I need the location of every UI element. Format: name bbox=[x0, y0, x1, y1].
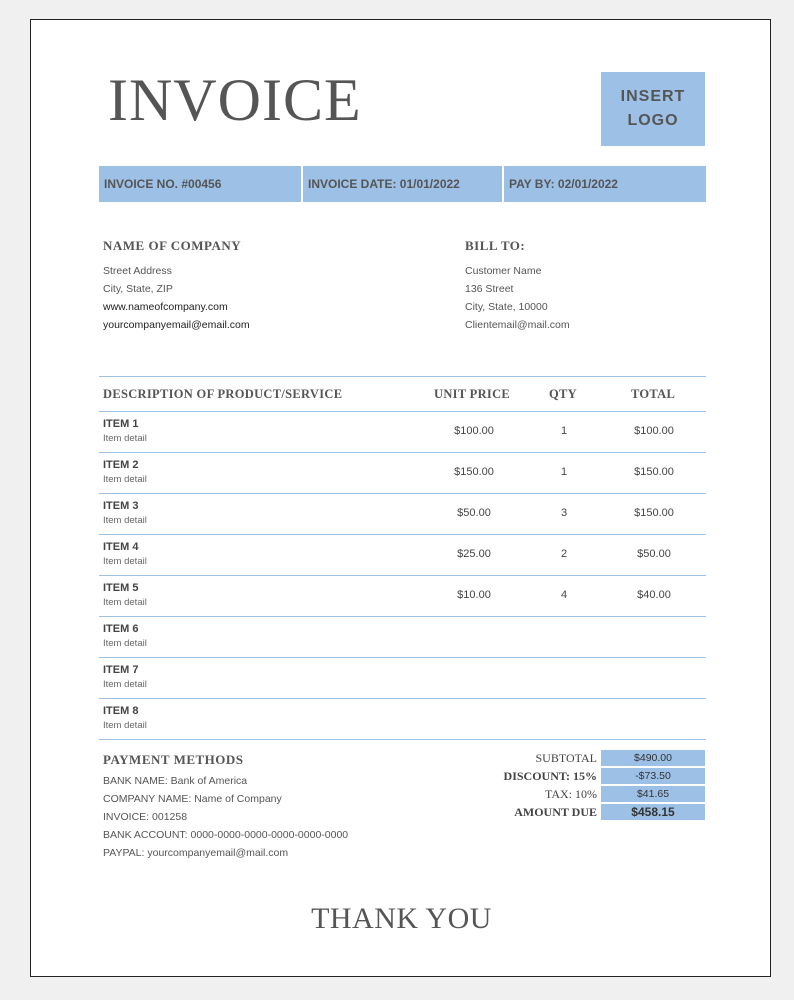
item-detail: Item detail bbox=[103, 474, 147, 485]
invoice-date: INVOICE DATE: 01/01/2022 bbox=[303, 166, 502, 202]
customer-city: City, State, 10000 bbox=[465, 301, 548, 313]
item-total: $150.00 bbox=[634, 507, 674, 519]
item-qty: 1 bbox=[560, 425, 568, 437]
table-row bbox=[99, 453, 706, 494]
header-unit-price: UNIT PRICE bbox=[434, 386, 511, 401]
item-qty: 2 bbox=[560, 548, 568, 560]
payment-methods bbox=[103, 752, 348, 862]
item-total: $150.00 bbox=[634, 466, 674, 478]
company-website: www.nameofcompany.com bbox=[103, 301, 228, 313]
item-unit-price: $10.00 bbox=[457, 589, 491, 601]
logo-line-1: INSERT bbox=[620, 88, 686, 105]
logo-line-2: LOGO bbox=[627, 112, 679, 129]
item-name: ITEM 6 bbox=[103, 623, 139, 635]
table-row bbox=[99, 412, 706, 453]
tax-label: TAX: 10% bbox=[544, 786, 597, 801]
bank-account: BANK ACCOUNT: 0000-0000-0000-0000-0000-0000 bbox=[103, 829, 349, 841]
item-detail: Item detail bbox=[103, 720, 147, 731]
item-name: ITEM 4 bbox=[103, 541, 139, 553]
bill-to-block bbox=[465, 238, 570, 334]
item-name: ITEM 5 bbox=[103, 582, 139, 594]
company-email: yourcompanyemail@email.com bbox=[103, 319, 250, 331]
paypal: PAYPAL: yourcompanyemail@mail.com bbox=[103, 847, 289, 859]
discount-row bbox=[491, 768, 706, 784]
subtotal-label: SUBTOTAL bbox=[535, 750, 597, 765]
table-row bbox=[99, 658, 706, 699]
totals-block bbox=[491, 750, 706, 822]
item-detail: Item detail bbox=[103, 679, 147, 690]
invoice-title: INVOICE bbox=[108, 67, 362, 133]
item-qty: 3 bbox=[560, 507, 568, 519]
item-name: ITEM 8 bbox=[103, 705, 139, 717]
subtotal-row bbox=[491, 750, 706, 766]
invoice-number: INVOICE NO. #00456 bbox=[99, 166, 301, 202]
item-name: ITEM 3 bbox=[103, 500, 139, 512]
amount-due-value: $458.15 bbox=[601, 804, 705, 820]
header-total: TOTAL bbox=[631, 386, 676, 401]
item-detail: Item detail bbox=[103, 556, 147, 567]
company-block bbox=[103, 238, 250, 334]
tax-row bbox=[491, 786, 706, 802]
item-unit-price: $150.00 bbox=[454, 466, 494, 478]
table-row bbox=[99, 535, 706, 576]
discount-label: DISCOUNT: 15% bbox=[503, 768, 597, 783]
company-street: Street Address bbox=[103, 265, 172, 277]
item-detail: Item detail bbox=[103, 597, 147, 608]
table-header bbox=[99, 376, 706, 412]
item-name: ITEM 2 bbox=[103, 459, 139, 471]
thank-you: THANK YOU bbox=[311, 902, 492, 935]
pay-by-date: PAY BY: 02/01/2022 bbox=[504, 166, 706, 202]
table-row bbox=[99, 576, 706, 617]
amount-due-label: AMOUNT DUE bbox=[514, 804, 597, 819]
table-row bbox=[99, 494, 706, 535]
invoice-reference: INVOICE: 001258 bbox=[103, 811, 188, 823]
bill-to-heading: BILL TO: bbox=[465, 238, 526, 253]
item-total: $50.00 bbox=[637, 548, 671, 560]
item-unit-price: $50.00 bbox=[457, 507, 491, 519]
item-detail: Item detail bbox=[103, 515, 147, 526]
item-total: $100.00 bbox=[634, 425, 674, 437]
bank-name: BANK NAME: Bank of America bbox=[103, 775, 248, 787]
item-qty: 1 bbox=[560, 466, 568, 478]
invoice-info-bar bbox=[99, 166, 706, 202]
table-row bbox=[99, 699, 706, 740]
item-detail: Item detail bbox=[103, 433, 147, 444]
item-qty: 4 bbox=[560, 589, 568, 601]
customer-email: Clientemail@mail.com bbox=[465, 319, 570, 331]
subtotal-value: $490.00 bbox=[601, 750, 705, 766]
customer-street: 136 Street bbox=[465, 283, 514, 295]
item-unit-price: $100.00 bbox=[454, 425, 494, 437]
table-row bbox=[99, 617, 706, 658]
item-unit-price: $25.00 bbox=[457, 548, 491, 560]
discount-value: -$73.50 bbox=[601, 768, 705, 784]
item-detail: Item detail bbox=[103, 638, 147, 649]
company-heading: NAME OF COMPANY bbox=[103, 238, 242, 253]
item-name: ITEM 7 bbox=[103, 664, 139, 676]
company-city: City, State, ZIP bbox=[103, 283, 173, 295]
tax-value: $41.65 bbox=[601, 786, 705, 802]
items-table bbox=[99, 376, 706, 740]
customer-name: Customer Name bbox=[465, 265, 542, 277]
item-name: ITEM 1 bbox=[103, 418, 139, 430]
company-name: COMPANY NAME: Name of Company bbox=[103, 793, 282, 805]
payment-heading: PAYMENT METHODS bbox=[103, 752, 244, 767]
item-total: $40.00 bbox=[637, 589, 671, 601]
header-qty: QTY bbox=[549, 386, 577, 401]
header-description: DESCRIPTION OF PRODUCT/SERVICE bbox=[103, 386, 343, 401]
invoice-page bbox=[30, 19, 771, 977]
logo-placeholder[interactable] bbox=[601, 72, 705, 146]
amount-due-row bbox=[491, 804, 706, 820]
